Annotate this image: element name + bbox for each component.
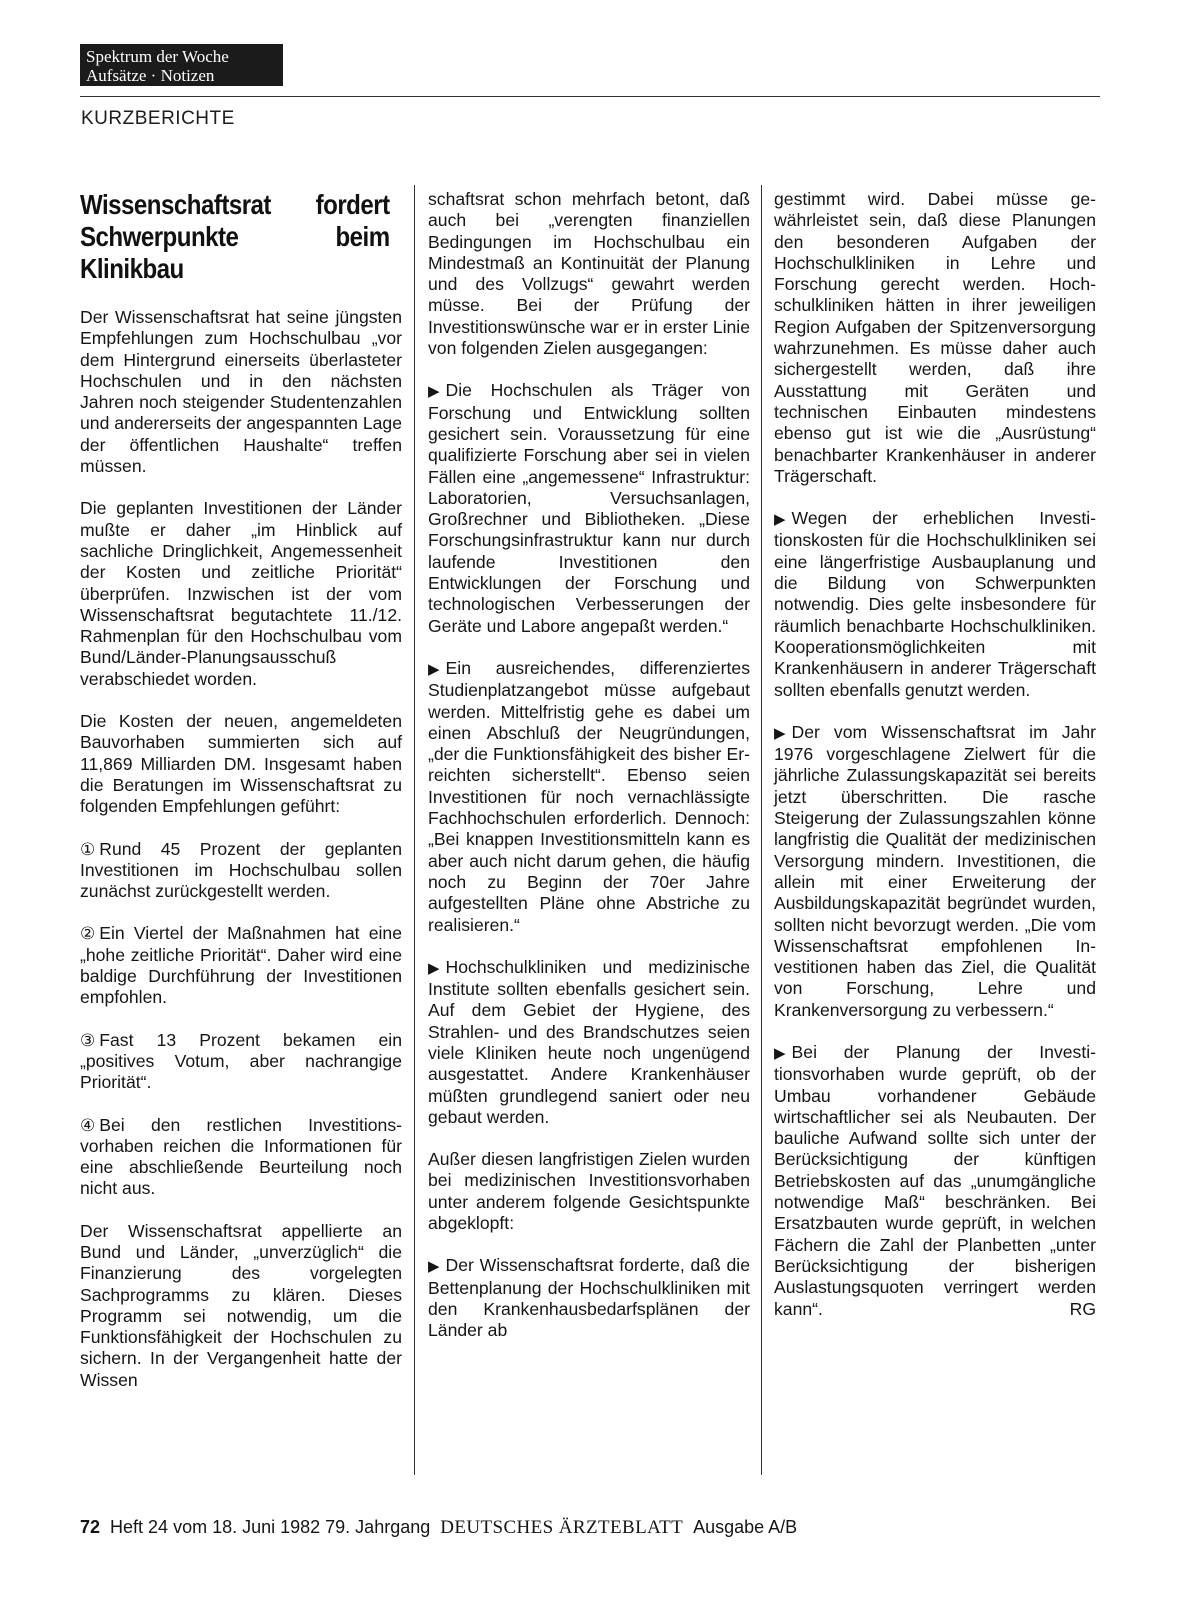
- paragraph: Der Wissenschaftsrat hat seine jüngsten Empfehlungen zum Hochschulbau „vor dem Hintergrund einerseits überlasteter Hochschulen und in den nächsten Jahren noch steigender Studentenzahlen und andererseits der angespannten Lage der öffentlichen Haushalte“ treffen müssen.: [80, 307, 402, 477]
- paragraph: Die Kosten der neuen, angemeldeten Bauvorhaben summierten sich auf 11,869 Milliarden DM. Insgesamt haben die Beratungen im Wissenschaftsrat zu folgenden Empfehlungen geführt:: [80, 711, 402, 817]
- circled-number-4-icon: ④: [80, 1115, 96, 1135]
- bullet-item: [428, 957, 750, 1128]
- bullet-arrow-icon: ▶: [428, 383, 440, 401]
- circled-number-3-icon: ③: [80, 1030, 96, 1050]
- paragraph: schaftsrat schon mehrfach betont, daß auch bei „verengten finanziellen Bedingungen im Hochschulbau ein Mindestmaß an Kontinuität der Planung und des Vollzugs“ gewahrt werden müsse. Bei der Prüfung der Investitionswünsche war er in erster Linie von folgenden Zielen ausgegangen:: [428, 189, 750, 359]
- column-divider-1: [414, 185, 415, 1475]
- bullet-item: [428, 380, 750, 637]
- column-divider-2: [761, 185, 762, 1475]
- numbered-item-text: Rund 45 Prozent der geplanten Investitionen im Hochschulbau sollen zunächst zurückgestellt werden.: [80, 838, 402, 902]
- issue-info: Heft 24 vom 18. Juni 1982 79. Jahrgang: [110, 1517, 431, 1537]
- paragraph: gestimmt wird. Dabei müsse gewährleistet sein, daß diese Planungen den besonderen Aufgaben der Hochschulkliniken in Lehre und Forschung gerecht werden. Hochschulkliniken hätten in ihrer jeweiligen Region Aufgaben der Spitzenversorgung wahrzunehmen. Es müsse daher auch sichergestellt werden, daß ihre Ausstattung mit Geräten und technischen Einbauten mindestens ebenso gut ist wie die „Ausrüstung“ benachbarter Krankenhäuser in anderer Trägerschaft.: [774, 189, 1096, 486]
- page-footer: [80, 1517, 797, 1539]
- header-line-2: Aufsätze · Notizen: [86, 66, 215, 85]
- author-signature: RG: [1069, 1298, 1096, 1319]
- bullet-arrow-icon: ▶: [774, 724, 786, 742]
- bullet-text: Ein ausreichendes, differenziertes Studienplatzangebot müsse aufgebaut werden. Mittelfristig gehe es dabei um einen Abschluß der Neugründungen, „der die Funktionsfähigkeit des bisher Erreichten sicherstellt“. Ebenso seien Investitionen für noch vernachlässigte Fachhochschulen erforderlich. Dennoch: „Bei knappen Investitionsmitteln kann es aber auch nicht darum gehen, die häufig noch zu Beginn der 70er Jahre aufgestellten Pläne ohne Abstriche zu realisieren.“: [428, 657, 750, 935]
- bullet-item: [428, 658, 750, 936]
- circled-number-1-icon: ①: [80, 839, 96, 859]
- headline: Wissenschaftsrat fordert Schwerpunkte beim Klinikbau: [80, 189, 390, 284]
- bullet-item: [428, 1255, 750, 1341]
- section-label: KURZBERICHTE: [81, 108, 235, 129]
- bullet-text: Wegen der erheblichen Investitionskosten für die Hochschulkliniken sei eine längerfristige Ausbauplanung und die Bildung von Schwerpunkten notwendig. Dies gelte insbesondere für räumlich benachbarte Hochschulkliniken. Kooperationsmöglichkeiten mit Krankenhäusern in anderer Trägerschaft sollten ebenfalls genutzt werden.: [774, 508, 1096, 700]
- bullet-item: [774, 1042, 1096, 1320]
- bullet-arrow-icon: ▶: [428, 1258, 440, 1276]
- magazine-title: DEUTSCHES ÄRZTEBLATT: [440, 1517, 684, 1538]
- bullet-arrow-icon: ▶: [774, 1044, 786, 1062]
- paragraph: Der Wissenschaftsrat appellierte an Bund und Länder, „unverzüglich“ die Finanzierung des vorgelegten Sachprogramms zu klären. Dieses Programm sei notwendig, um die Funktionsfähigkeit der Hochschulen zu sichern. In der Vergangenheit hatte der Wissen: [80, 1220, 402, 1390]
- bullet-arrow-icon: ▶: [774, 511, 786, 529]
- paragraph: Die geplanten Investitionen der Länder mußte er daher „im Hinblick auf sachliche Dringlichkeit, Angemessenheit der Kosten und zeitliche Priorität“ überprüfen. Inzwischen ist der vom Wissenschaftsrat begutachtete 11./12. Rahmenplan für den Hochschulbau vom Bund/Länder-Planungsausschuß verabschiedet worden.: [80, 498, 402, 689]
- bullet-arrow-icon: ▶: [428, 660, 440, 678]
- top-divider: [80, 96, 1100, 97]
- numbered-item: [80, 923, 402, 1008]
- section-header-box: [80, 44, 283, 86]
- bullet-text: Bei der Planung der Investitionsvorhaben wurde geprüft, ob der Umbau vorhandener Gebäude wirtschaftlicher sei als Neubauten. Der bauliche Aufwand sollte sich unter der Berücksichtigung der künftigen Betriebskosten auf das „unumgängliche notwendige Maß“ beschränken. Bei Ersatzbauten wurde geprüft, in welchen Fächern die Zahl der Planbetten „unter Berücksichtigung der bisherigen Auslastungsquoten verringert werden kann“.: [774, 1041, 1096, 1319]
- header-line-1: Spektrum der Woche: [86, 47, 229, 66]
- bullet-item: [774, 508, 1096, 701]
- bullet-arrow-icon: ▶: [428, 959, 440, 977]
- numbered-item: [80, 1030, 402, 1094]
- numbered-item-text: Bei den restlichen Investitionsvorhaben reichen die Informationen für eine abschließende Beurteilung noch nicht aus.: [80, 1114, 402, 1199]
- edition-label: Ausgabe A/B: [693, 1517, 798, 1537]
- paragraph: Außer diesen langfristigen Zielen wurden bei medizinischen Investitionsvorhaben unter anderem folgende Gesichtspunkte abgeklopft:: [428, 1149, 750, 1234]
- bullet-text: Die Hochschulen als Träger von Forschung und Entwicklung sollten gesichert sein. Voraussetzung für eine qualifizierte Forschung aber sei in vielen Fällen eine „angemessene“ Infrastruktur: Laboratorien, Versuchsanlagen, Großrechner und Bibliotheken. „Diese Forschungsinfrastruktur kann nur durch laufende Investitionen den Entwicklungen der Forschung und technologischen Verbesserungen der Geräte und Labore angepaßt werden.“: [428, 380, 750, 636]
- circled-number-2-icon: ②: [80, 924, 96, 944]
- bullet-item: [774, 722, 1096, 1021]
- page-number: 72: [80, 1517, 101, 1537]
- bullet-text: Der Wissenschaftsrat forderte, daß die Bettenplanung der Hochschulkliniken mit den Krankenhausbedarfsplänen der Länder ab: [428, 1255, 750, 1341]
- bullet-text: Der vom Wissenschaftsrat im Jahr 1976 vorgeschlagene Zielwert für die jährliche Zulassungskapazität sei bereits jetzt überschritten. Die rasche Steigerung der Zulassungszahlen könne langfristig die Qualität der medizinischen Versorgung mindern. Investitionen, die allein mit einer Erweiterung der Ausbildungskapazität begründet wurden, sollten nicht bevorzugt werden. „Die vom Wissenschaftsrat empfohlenen Investitionen haben das Ziel, die Qualität von Forschung, Lehre und Krankenversorgung zu verbessern.“: [774, 721, 1096, 1020]
- column-3: [774, 189, 1096, 1341]
- numbered-item-text: Ein Viertel der Maßnahmen hat eine „hohe zeitliche Priorität“. Daher wird eine baldige Durchführung der Investitionen empfohlen.: [80, 923, 402, 1008]
- numbered-item: [80, 1115, 402, 1200]
- numbered-item: [80, 839, 402, 903]
- numbered-item-text: Fast 13 Prozent bekamen ein „positives Votum, aber nachrangige Priorität“.: [80, 1029, 402, 1093]
- column-2: [428, 189, 750, 1363]
- column-1: [80, 189, 402, 1412]
- bullet-text: Hochschulkliniken und medizinische Institute sollten ebenfalls gesichert sein. Auf dem Gebiet der Hygiene, des Strahlen- und des Brandschutzes seien viele Kliniken heute noch ungenügend ausgestattet. Andere Krankenhäuser müßten grundlegend saniert oder neu gebaut werden.: [428, 956, 750, 1127]
